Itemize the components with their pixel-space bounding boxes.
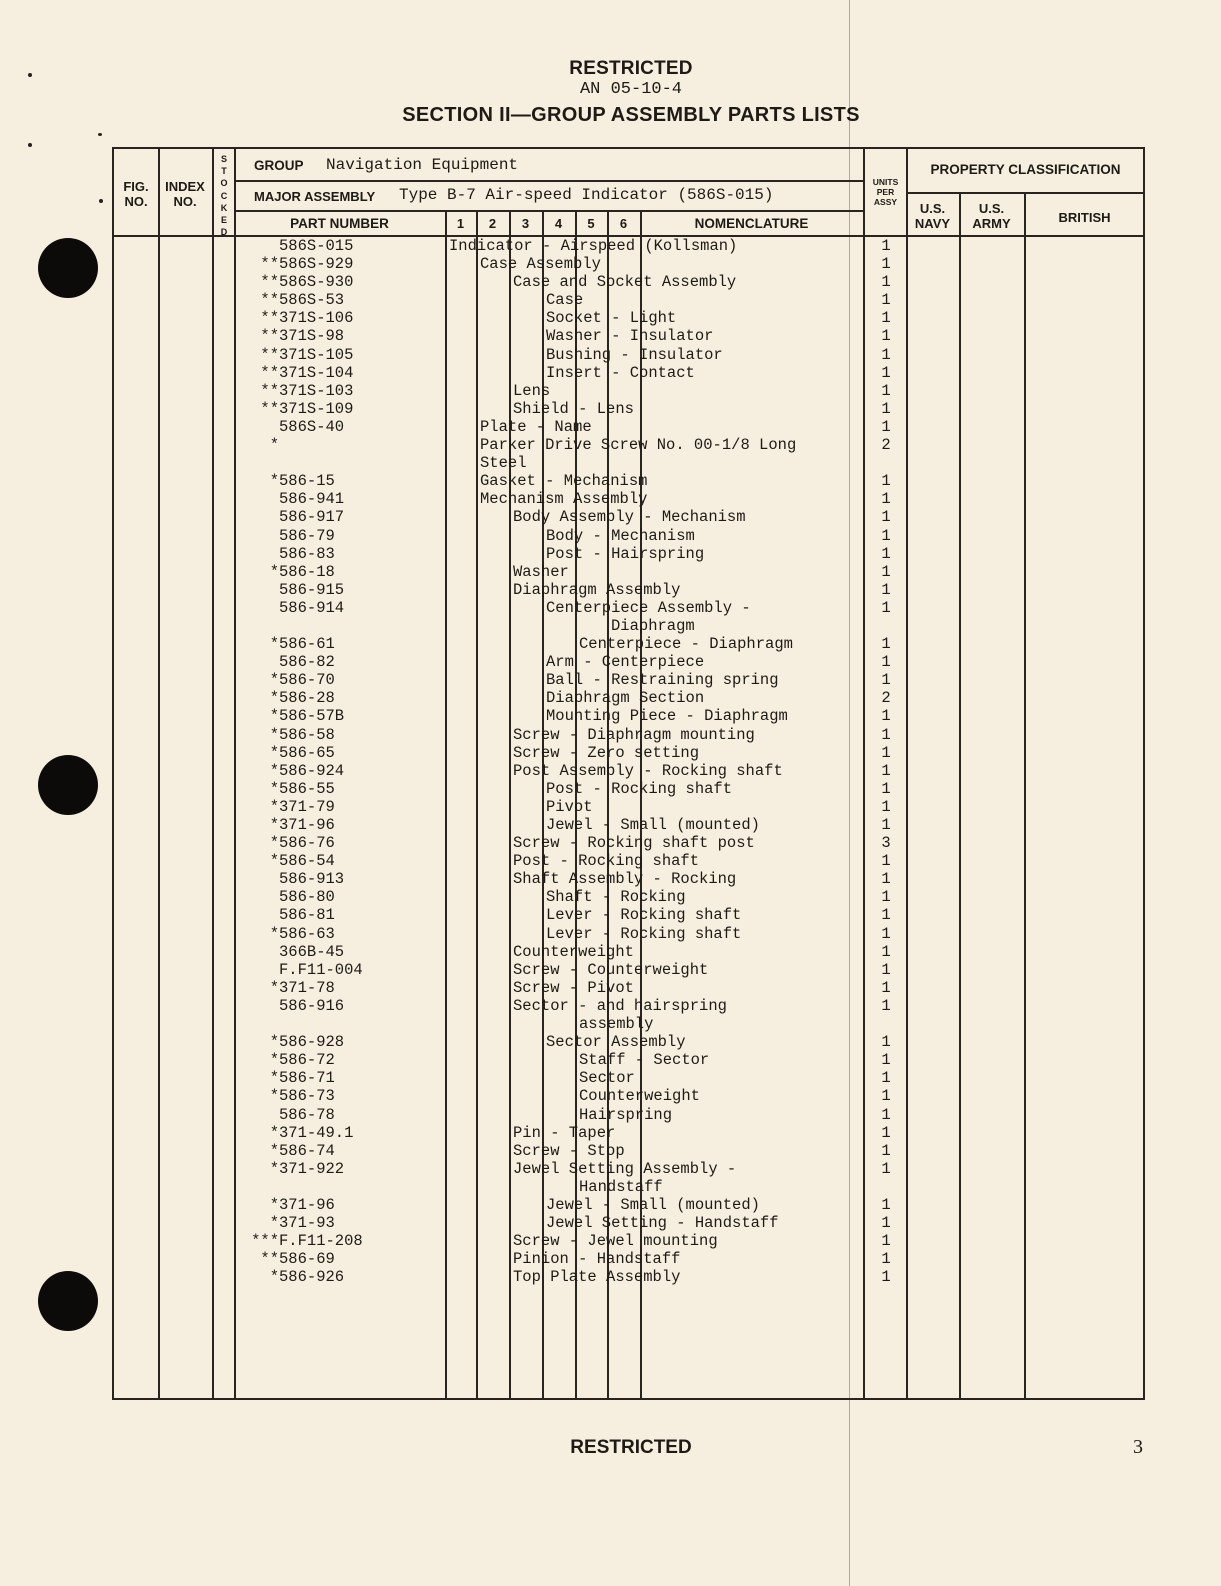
table-row	[114, 382, 1143, 400]
nomenclature: assembly	[579, 1015, 654, 1034]
units-per-assy: 1	[881, 1051, 891, 1070]
part-number: **586S-929	[260, 255, 354, 274]
part-number: 586-914	[279, 598, 345, 617]
nomenclature: Body Assembly - Mechanism	[513, 508, 746, 527]
property-classification-header: PROPERTY CLASSIFICATION	[930, 162, 1121, 177]
row-divider	[234, 210, 863, 212]
table-row	[114, 1087, 1143, 1105]
units-per-assy: 1	[881, 472, 891, 491]
units-per-assy: 1	[881, 761, 891, 780]
part-number: *586-54	[269, 852, 335, 871]
part-number: 586-917	[279, 508, 345, 527]
units-per-assy: 1	[881, 237, 891, 255]
units-per-assy: 1	[881, 381, 891, 400]
units-per-assy: 1	[881, 399, 891, 418]
part-number: *586-58	[269, 725, 335, 744]
units-per-assy: 1	[881, 707, 891, 726]
nomenclature: Jewel - Small (mounted)	[546, 816, 760, 834]
nomenclature: Pivot	[546, 797, 593, 816]
part-number: *586-28	[269, 689, 335, 708]
units-per-assy: 1	[881, 1250, 891, 1269]
nomenclature: Pinion - Handstaff	[513, 1250, 681, 1269]
units-per-assy: 1	[881, 816, 891, 834]
nomenclature: Centerpiece - Diaphragm	[579, 635, 793, 654]
table-row	[114, 1196, 1143, 1214]
nomenclature: Washer	[513, 562, 569, 581]
nomenclature: Diaphragm Assembly	[513, 580, 681, 599]
table-row	[114, 508, 1143, 526]
us-navy-header: U.S. NAVY	[914, 201, 951, 231]
units-per-assy: 1	[881, 1123, 891, 1142]
part-number: *586-70	[269, 671, 335, 690]
part-number: *586-928	[269, 1033, 345, 1052]
part-number: 586-915	[279, 580, 345, 599]
table-row	[114, 400, 1143, 418]
part-number: 586-78	[279, 1105, 335, 1124]
nomenclature: Socket - Light	[546, 309, 677, 328]
table-row	[114, 563, 1143, 581]
units-per-assy: 1	[881, 942, 891, 961]
table-row	[114, 472, 1143, 490]
units-per-assy: 1	[881, 273, 891, 292]
table-row	[114, 997, 1143, 1015]
units-per-assy: 1	[881, 1214, 891, 1233]
part-number: *586-15	[269, 472, 335, 491]
units-per-assy: 1	[881, 924, 891, 943]
nomenclature: Screw - Pivot	[513, 978, 634, 997]
units-per-assy: 1	[881, 562, 891, 581]
nomenclature: Screw - Jewel mounting	[513, 1232, 718, 1251]
nomenclature: Screw - Stop	[513, 1141, 625, 1160]
nomenclature: Screw - Counterweight	[513, 960, 709, 979]
nomenclature: Sector - and hairspring	[513, 996, 727, 1015]
nomenclature: Body - Mechanism	[546, 526, 695, 545]
units-per-assy: 1	[881, 255, 891, 274]
part-number: 586-81	[279, 906, 335, 925]
units-per-assy: 1	[881, 888, 891, 907]
units-per-assy: 1	[881, 291, 891, 310]
part-number: 586-80	[279, 888, 335, 907]
part-number: **371S-98	[260, 327, 345, 346]
part-number: 586-79	[279, 526, 335, 545]
us-army-header: U.S. ARMY	[972, 201, 1011, 231]
paper-speck	[28, 143, 32, 147]
indent-level-2-header: 2	[488, 216, 497, 231]
indent-level-6-header: 6	[619, 216, 628, 231]
units-per-assy: 1	[881, 906, 891, 925]
nomenclature: Lever - Rocking shaft	[546, 924, 742, 943]
part-number: 586-82	[279, 653, 335, 672]
part-number: *586-61	[269, 635, 335, 654]
group-value: Navigation Equipment	[326, 156, 519, 174]
nomenclature: Insert - Contact	[546, 363, 695, 382]
document-number: AN 05-10-4	[579, 80, 683, 99]
units-per-assy: 1	[881, 653, 891, 672]
units-per-assy-header: UNITS PER ASSY	[872, 177, 899, 207]
table-row	[114, 1033, 1143, 1051]
table-row	[114, 816, 1143, 834]
units-per-assy: 1	[881, 1232, 891, 1251]
stocked-header: S T O C K E D	[220, 154, 228, 238]
part-number: 586-83	[279, 544, 335, 563]
units-per-assy: 1	[881, 960, 891, 979]
units-per-assy: 1	[881, 544, 891, 563]
nomenclature: Top Plate Assembly	[513, 1268, 681, 1287]
table-row	[114, 291, 1143, 309]
part-number: *586-72	[269, 1051, 335, 1070]
units-per-assy: 1	[881, 852, 891, 871]
nomenclature: Plate - Name	[480, 417, 592, 436]
table-row	[114, 273, 1143, 291]
indent-level-5-header: 5	[587, 216, 595, 231]
part-number: *586-76	[269, 834, 335, 853]
nomenclature: Sector Assembly	[546, 1033, 686, 1052]
part-number: *586-73	[269, 1087, 335, 1106]
units-per-assy: 1	[881, 1159, 891, 1178]
part-number: *586-65	[269, 743, 335, 762]
table-row	[114, 888, 1143, 906]
units-per-assy: 1	[881, 345, 891, 364]
table-row	[114, 671, 1143, 689]
table-row	[114, 1178, 1143, 1196]
nomenclature: Diaphragm Section	[546, 689, 705, 708]
nomenclature: Hairspring	[579, 1105, 673, 1124]
part-number: *586-71	[269, 1069, 335, 1088]
units-per-assy: 1	[881, 725, 891, 744]
table-row	[114, 599, 1143, 617]
table-row	[114, 545, 1143, 563]
part-number: *	[269, 436, 279, 455]
nomenclature: Case	[546, 291, 584, 310]
units-per-assy: 1	[881, 996, 891, 1015]
nomenclature: Shaft Assembly - Rocking	[513, 870, 737, 889]
part-number: **371S-109	[260, 399, 354, 418]
table-row	[114, 418, 1143, 436]
nomenclature: Screw - Rocking shaft post	[513, 834, 755, 853]
units-per-assy: 1	[881, 598, 891, 617]
parts-list-table	[112, 147, 1145, 1400]
units-per-assy: 3	[881, 834, 891, 853]
nomenclature: Shield - Lens	[513, 399, 634, 418]
nomenclature: Parker Drive Screw No. 00-1/8 Long	[480, 436, 797, 455]
table-row	[114, 1051, 1143, 1069]
table-row	[114, 961, 1143, 979]
binder-hole-top	[38, 238, 98, 298]
table-row	[114, 943, 1143, 961]
units-per-assy: 1	[881, 978, 891, 997]
units-per-assy: 1	[881, 309, 891, 328]
nomenclature: Counterweight	[579, 1087, 700, 1106]
part-number: *586-55	[269, 779, 335, 798]
table-row	[114, 689, 1143, 707]
part-number: F.F11-004	[279, 960, 363, 979]
table-row	[114, 527, 1143, 545]
paper-speck	[99, 199, 103, 203]
major-assembly-label: MAJOR ASSEMBLY	[254, 189, 376, 204]
part-number: *371-93	[269, 1214, 335, 1233]
table-row	[114, 364, 1143, 382]
nomenclature: Screw - Zero setting	[513, 743, 700, 762]
units-per-assy: 1	[881, 797, 891, 816]
table-row	[114, 581, 1143, 599]
table-row	[114, 1268, 1143, 1286]
indent-level-4-header: 4	[554, 216, 563, 231]
nomenclature: Ball - Restraining spring	[546, 671, 779, 690]
table-row	[114, 454, 1143, 472]
nomenclature: Sector	[579, 1069, 635, 1088]
classification-header: RESTRICTED	[569, 58, 693, 79]
table-row	[114, 1069, 1143, 1087]
nomenclature: Case Assembly	[480, 255, 601, 274]
table-row	[114, 1106, 1143, 1124]
part-number: *586-74	[269, 1141, 335, 1160]
parts-rows	[114, 237, 1143, 1286]
part-number: *371-922	[269, 1159, 345, 1178]
table-row	[114, 762, 1143, 780]
units-per-assy: 1	[881, 490, 891, 509]
nomenclature: Jewel Setting Assembly -	[513, 1159, 737, 1178]
indent-level-3-header: 3	[521, 216, 530, 231]
group-label: GROUP	[254, 158, 304, 173]
units-per-assy: 1	[881, 743, 891, 762]
part-number: **586-69	[260, 1250, 335, 1269]
nomenclature: Post - Hairspring	[546, 544, 705, 563]
units-per-assy: 1	[881, 1268, 891, 1287]
part-number: **586S-53	[260, 291, 345, 310]
nomenclature: Diaphragm	[611, 616, 695, 635]
nomenclature: Handstaff	[579, 1177, 663, 1196]
nomenclature: Centerpiece Assembly -	[546, 598, 751, 617]
part-number: *371-96	[269, 1195, 335, 1214]
units-per-assy: 1	[881, 1033, 891, 1052]
nomenclature: Pin - Taper	[513, 1123, 616, 1142]
units-per-assy: 1	[881, 526, 891, 545]
part-number: *371-49.1	[269, 1123, 354, 1142]
part-number: *586-63	[269, 924, 335, 943]
units-per-assy: 2	[881, 436, 891, 455]
british-header: BRITISH	[1058, 210, 1111, 225]
table-row	[114, 490, 1143, 508]
nomenclature: Post Assembly - Rocking shaft	[513, 761, 783, 780]
part-number: *371-79	[269, 797, 335, 816]
part-number: *586-926	[269, 1268, 345, 1287]
indent-level-1-header: 1	[456, 216, 465, 231]
units-per-assy: 1	[881, 1141, 891, 1160]
table-row	[114, 1232, 1143, 1250]
table-row	[114, 780, 1143, 798]
nomenclature: Post - Rocking shaft	[546, 779, 733, 798]
nomenclature: Indicator - Airspeed (Kollsman)	[449, 237, 738, 255]
units-per-assy: 1	[881, 1105, 891, 1124]
part-number: 366B-45	[279, 942, 345, 961]
fig-no-header: FIG. NO.	[123, 179, 149, 209]
part-number: *586-57B	[269, 707, 345, 726]
table-row	[114, 834, 1143, 852]
table-row	[114, 925, 1143, 943]
binder-hole-middle	[38, 755, 98, 815]
table-row	[114, 617, 1143, 635]
nomenclature: Counterweight	[513, 942, 634, 961]
units-per-assy: 2	[881, 689, 891, 708]
table-row	[114, 852, 1143, 870]
units-per-assy: 1	[881, 1195, 891, 1214]
part-number-header: PART NUMBER	[290, 216, 389, 231]
nomenclature: Gasket - Mechanism	[480, 472, 648, 491]
nomenclature: Staff - Sector	[579, 1051, 710, 1070]
part-number: 586-916	[279, 996, 345, 1015]
nomenclature: Mechanism Assembly	[480, 490, 648, 509]
part-number: **371S-106	[260, 309, 354, 328]
nomenclature: Lever - Rocking shaft	[546, 906, 742, 925]
units-per-assy: 1	[881, 327, 891, 346]
table-row	[114, 798, 1143, 816]
units-per-assy: 1	[881, 779, 891, 798]
part-number: *586-18	[269, 562, 335, 581]
units-per-assy: 1	[881, 635, 891, 654]
classification-footer: RESTRICTED	[570, 1437, 692, 1458]
table-row	[114, 870, 1143, 888]
page-number: 3	[1133, 1436, 1143, 1458]
part-number: *586-924	[269, 761, 345, 780]
part-number: 586S-40	[279, 417, 345, 436]
table-row	[114, 726, 1143, 744]
part-number: **371S-103	[260, 381, 354, 400]
table-row	[114, 1124, 1143, 1142]
nomenclature: Screw - Diaphragm mounting	[513, 725, 755, 744]
part-number: 586-913	[279, 870, 345, 889]
row-divider	[234, 180, 863, 182]
nomenclature: Steel	[480, 454, 527, 473]
nomenclature: Case and Socket Assembly	[513, 273, 737, 292]
table-row	[114, 635, 1143, 653]
nomenclature: Post - Rocking shaft	[513, 852, 700, 871]
table-row	[114, 255, 1143, 273]
table-row	[114, 744, 1143, 762]
units-per-assy: 1	[881, 671, 891, 690]
section-title: SECTION II—GROUP ASSEMBLY PARTS LISTS	[402, 104, 860, 126]
binder-hole-bottom	[38, 1271, 98, 1331]
nomenclature: Washer - Insulator	[546, 327, 714, 346]
table-row	[114, 1214, 1143, 1232]
table-row	[114, 653, 1143, 671]
paper-speck	[98, 133, 102, 136]
table-row	[114, 346, 1143, 364]
units-per-assy: 1	[881, 1069, 891, 1088]
nomenclature: Arm - Centerpiece	[546, 653, 705, 672]
part-number: ***F.F11-208	[251, 1232, 363, 1251]
units-per-assy: 1	[881, 580, 891, 599]
table-row	[114, 309, 1143, 327]
units-per-assy: 1	[881, 417, 891, 436]
nomenclature: Bushing - Insulator	[546, 345, 723, 364]
part-number: **586S-930	[260, 273, 354, 292]
part-number: *371-96	[269, 816, 335, 834]
table-row	[114, 237, 1143, 255]
part-number: 586S-015	[279, 237, 354, 255]
units-per-assy: 1	[881, 1087, 891, 1106]
table-row	[114, 906, 1143, 924]
part-number: **371S-104	[260, 363, 354, 382]
table-row	[114, 1015, 1143, 1033]
units-per-assy: 1	[881, 870, 891, 889]
nomenclature: Mounting Piece - Diaphragm	[546, 707, 788, 726]
table-row	[114, 979, 1143, 997]
units-per-assy: 1	[881, 363, 891, 382]
table-row	[114, 1160, 1143, 1178]
nomenclature: Jewel Setting - Handstaff	[546, 1214, 779, 1233]
row-divider	[906, 192, 1143, 194]
nomenclature: Shaft - Rocking	[546, 888, 686, 907]
part-number: *371-78	[269, 978, 335, 997]
major-assembly-value: Type B-7 Air-speed Indicator (586S-015)	[399, 186, 774, 204]
part-number: 586-941	[279, 490, 345, 509]
nomenclature: Lens	[513, 381, 551, 400]
units-per-assy: 1	[881, 508, 891, 527]
part-number: **371S-105	[260, 345, 354, 364]
index-no-header: INDEX NO.	[165, 179, 205, 209]
nomenclature-header: NOMENCLATURE	[694, 216, 809, 231]
table-row	[114, 1250, 1143, 1268]
table-row	[114, 1142, 1143, 1160]
table-row	[114, 707, 1143, 725]
table-row	[114, 327, 1143, 345]
nomenclature: Jewel - Small (mounted)	[546, 1195, 760, 1214]
table-row	[114, 436, 1143, 454]
